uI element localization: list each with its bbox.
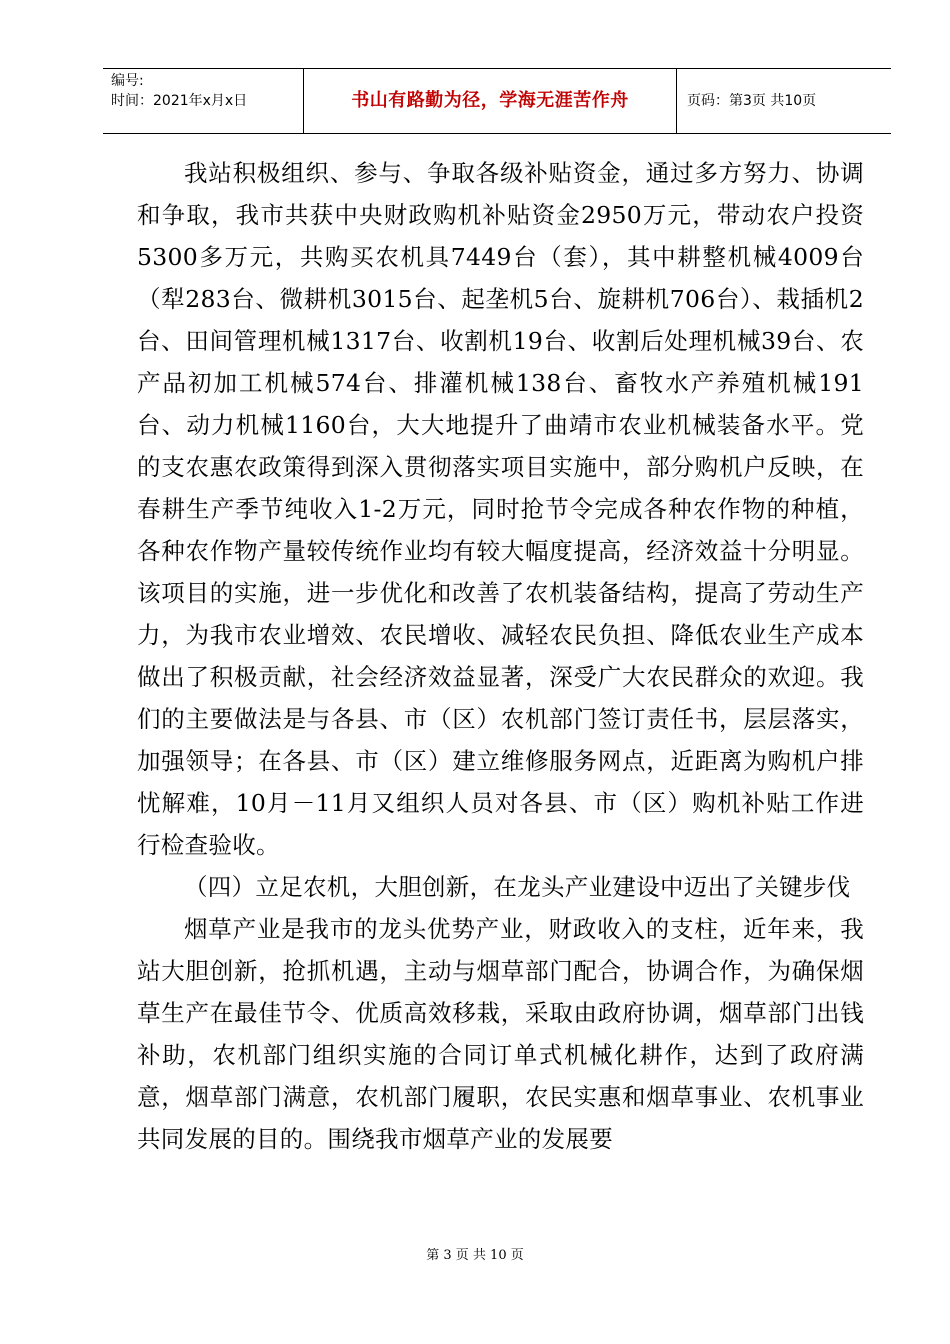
page-header <box>103 68 891 134</box>
document-time-label: 时间：2021年x月x日 <box>111 93 248 109</box>
document-body <box>137 152 864 1160</box>
page-footer: 第 3 页 共 10 页 <box>426 1248 524 1263</box>
section-heading-four: （四）立足农机，大胆创新，在龙头产业建设中迈出了关键步伐 <box>184 873 851 901</box>
paragraph-subsidy: 我站积极组织、参与、争取各级补贴资金，通过多方努力、协调和争取，我市共获中央财政购机补贴资金2950万元，带动农户投资5300多万元，共购买农机具7449台（套），其中耕整机械4009台（犁283台、微耕机3015台、起垄机5台、旋耕机706台）、栽插机2台、田间管理机械1317台、收割机19台、收割后处理机械39台、农产品初加工机械574台、排灌机械138台、畜牧水产养殖机械191台、动力机械1160台，大大地提升了曲靖市农业机械装备水平。党的支农惠农政策得到深入贯彻落实项目实施中，部分购机户反映，在春耕生产季节纯收入1-2万元，同时抢节令完成各种农作物的种植，各种农作物产量较传统作业均有较大幅度提高，经济效益十分明显。该项目的实施，进一步优化和改善了农机装备结构，提高了劳动生产力，为我市农业增效、农民增收、减轻农民负担、降低农业生产成本做出了积极贡献，社会经济效益显著，深受广大农民群众的欢迎。我们的主要做法是与各县、市（区）农机部门签订责任书，层层落实，加强领导；在各县、市（区）建立维修服务网点，近距离为购机户排忧解难，10月－11月又组织人员对各县、市（区）购机补贴工作进行检查验收。 <box>137 159 864 859</box>
header-meta <box>103 69 304 133</box>
paragraph-tobacco: 烟草产业是我市的龙头优势产业，财政收入的支柱，近年来，我站大胆创新，抢抓机遇，主动与烟草部门配合，协调合作，为确保烟草生产在最佳节令、优质高效移栽，采取由政府协调，烟草部门出钱补助，农机部门组织实施的合同订单式机械化耕作，达到了政府满意，烟草部门满意，农机部门履职，农民实惠和烟草事业、农机事业共同发展的目的。围绕我市烟草产业的发展要 <box>137 915 864 1153</box>
document-number-label: 编号: <box>111 73 144 89</box>
header-motto: 书山有路勤为径，学海无涯苦作舟 <box>304 69 677 133</box>
header-page-info: 页码：第3页 共10页 <box>687 93 817 109</box>
